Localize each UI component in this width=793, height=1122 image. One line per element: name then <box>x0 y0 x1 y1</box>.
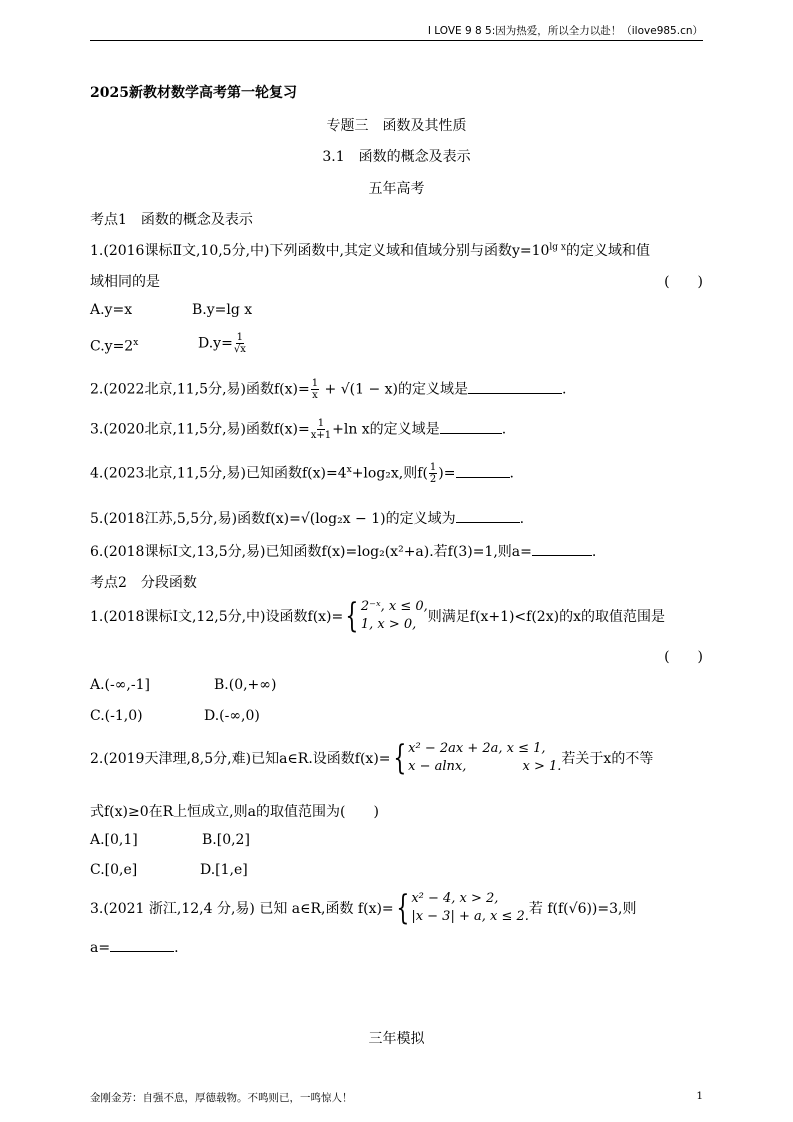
frac-num: 1 <box>236 332 244 343</box>
q1-text-end: 的定义域和值 <box>565 243 650 259</box>
p1-option-c: C.(-1,0) <box>90 708 143 724</box>
q4: 4.(2023北京,11,5分,易)已知函数$f(x)=4^x+\log_2x$,则f( $\frac{1}{2}$ )= . <box>90 462 514 485</box>
p2-case2: x − alnx, x > 1. <box>408 759 562 774</box>
q1-option-d-text: D.y= <box>198 335 233 352</box>
q4-text-mid: +log₂x,则f <box>351 465 423 482</box>
q1-option-a: A.y=x <box>90 302 133 318</box>
q3-answer-blank[interactable] <box>440 421 502 434</box>
p3-answer-blank[interactable] <box>110 939 174 952</box>
p1-cases <box>361 598 428 634</box>
q2: 2.(2022北京,11,5分,易)函数f(x)= $\frac{1}{x}$ + √(1 − x)的定义域是 . <box>90 378 567 401</box>
frac-num: 1 <box>429 462 437 473</box>
q4-frac <box>429 462 437 485</box>
left-brace-icon: { <box>345 596 359 636</box>
q1-option-d-frac <box>234 332 246 355</box>
p2-text: 2.(2019天津理,8,5分,难)已知a∈R.设函数f(x)= <box>90 751 391 767</box>
p1-option-d: D.(-∞,0) <box>204 708 260 724</box>
p2-case1: x² − 2ax + 2a, x ≤ 1, <box>408 741 546 756</box>
q3: 3.(2020北京,11,5分,易)函数f(x)= $\frac{1}{x+1}$ +ln x的定义域是 . <box>90 418 507 441</box>
q2-math: + √(1 − x) <box>320 381 399 398</box>
q6-answer-blank[interactable] <box>532 543 592 556</box>
part1-title: 五年高考 <box>368 181 425 197</box>
q1-option-c-sup: x <box>133 338 139 348</box>
p1-text-end: 则满足f(x+1)<f(2x)的x的取值范围是 <box>427 609 665 625</box>
topic-title: 专题三 函数及其性质 <box>326 118 467 134</box>
p2-text-end: 若关于x的不等 <box>561 751 654 767</box>
q1-option-b: B.y=lg x <box>192 302 253 318</box>
p1-line1 <box>90 598 665 634</box>
p3-text: 3.(2021 浙江,12,4 分,易) 已知 a∈R,函数 f(x)= <box>90 901 394 917</box>
frac-num: 1 <box>317 418 325 429</box>
p3-text-end: 若 f(f(√6))=3,则 <box>528 901 637 917</box>
page-number: 1 <box>696 1090 703 1102</box>
section-title: 3.1 函数的概念及表示 <box>322 149 471 165</box>
q3-text: 3.(2020北京,11,5分,易)函数f(x)= <box>90 421 310 438</box>
page-footer: 金刚金芳：自强不息，厚德载物。不鸣则已，一鸣惊人！ <box>90 1092 353 1104</box>
left-brace-icon: { <box>396 888 409 928</box>
q5: 5.(2018江苏,5,5分,易)函数f(x)=√(log₂x − 1)的定义域为 . <box>90 511 525 527</box>
kp1-title: 考点1 函数的概念及表示 <box>90 212 253 228</box>
p2-line1 <box>90 740 653 776</box>
p1-case1: 2⁻ˣ, x ≤ 0, <box>360 599 428 614</box>
q1-line1 <box>90 240 650 260</box>
q4-answer-blank[interactable] <box>456 465 510 478</box>
q5-radical: √(log₂x − 1) <box>300 511 386 527</box>
part2-title: 三年模拟 <box>368 1031 425 1047</box>
p3-line1 <box>90 890 636 926</box>
p3-case1: x² − 4, x > 2, <box>411 891 499 906</box>
p1-text: 1.(2018课标Ⅰ文,12,5分,中)设函数f(x)= <box>90 609 344 625</box>
page-header: I LOVE 9 8 5:因为热爱，所以全力以赴！（ilove985.cn） <box>427 25 703 37</box>
q1-line2: 域相同的是 <box>90 274 160 290</box>
p2-option-b: B.[0,2] <box>202 832 250 848</box>
frac-den: 2 <box>429 474 437 485</box>
q5-answer-blank[interactable] <box>456 510 520 523</box>
q1-option-d <box>198 332 247 355</box>
left-brace-icon: { <box>392 738 406 778</box>
q2-text-end: 的定义域是 <box>398 381 469 398</box>
p3-case2: |x − 3| + a, x ≤ 2. <box>411 909 529 924</box>
q5-text-end: 的定义域为 <box>385 511 456 527</box>
frac-den: x+1 <box>310 430 332 441</box>
doc-title: 2025新教材数学高考第一轮复习 <box>90 85 297 101</box>
p3-line2-text: a= <box>90 940 111 956</box>
p1-answer-paren: ( ) <box>664 649 703 665</box>
frac-den: x <box>312 390 318 401</box>
p1-option-a: A.(-∞,-1] <box>90 677 150 693</box>
q4-exponent: x <box>346 464 352 475</box>
frac-den: √x <box>233 344 246 355</box>
p3-cases <box>411 890 529 926</box>
q1-answer-paren: ( ) <box>664 274 703 290</box>
q1-option-c <box>90 338 138 355</box>
q5-text: 5.(2018江苏,5,5分,易)函数f(x)= <box>90 511 301 527</box>
p2-cases <box>408 740 561 776</box>
p2-option-a: A.[0,1] <box>90 832 138 848</box>
frac-num: 1 <box>311 378 319 389</box>
header-rule <box>90 40 703 41</box>
p2-option-d: D.[1,e] <box>200 862 248 878</box>
q1-option-c-text: C.y=2 <box>90 338 134 355</box>
p2-line2: 式f(x)≥0在R上恒成立,则a的取值范围为( ) <box>90 804 379 820</box>
p1-option-b: B.(0,+∞) <box>214 677 277 693</box>
p2-option-c: C.[0,e] <box>90 862 138 878</box>
q6-text: 6.(2018课标Ⅰ文,13,5分,易)已知函数f(x)=log₂(x²+a).若f(3)=1,则a= <box>90 544 532 560</box>
q4-text-end: = <box>443 465 456 482</box>
q4-text: 4.(2023北京,11,5分,易)已知函数f(x)=4 <box>90 465 347 482</box>
q2-answer-blank[interactable] <box>468 381 562 394</box>
q3-frac <box>311 418 331 441</box>
q2-frac <box>311 378 319 401</box>
q2-text: 2.(2022北京,11,5分,易)函数f(x)= <box>90 381 310 398</box>
p1-case2: 1, x > 0, <box>360 617 417 632</box>
q3-text-end: +ln x的定义域是 <box>332 421 440 438</box>
kp2-title: 考点2 分段函数 <box>90 575 197 591</box>
q1-text: 1.(2016课标Ⅱ文,10,5分,中)下列函数中,其定义域和值域分别与函数y=10 <box>90 243 550 259</box>
q6: 6.(2018课标Ⅰ文,13,5分,易)已知函数f(x)=log₂(x²+a).若f(3)=1,则a= . <box>90 544 597 560</box>
p3-line2: a= . <box>90 940 179 956</box>
q1-exponent: lg x <box>549 242 566 253</box>
